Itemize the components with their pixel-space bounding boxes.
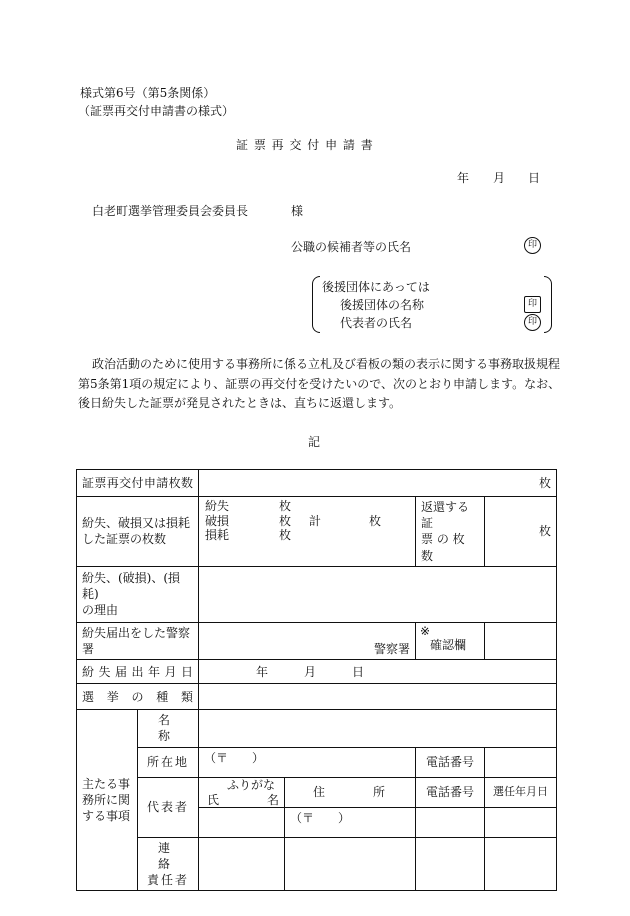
contact-person-label <box>138 837 199 891</box>
reissue-count-field[interactable] <box>199 470 557 497</box>
asterisk-mark: ※ <box>420 623 431 638</box>
address-label-char: 住 <box>313 784 326 799</box>
right-bracket <box>544 276 552 333</box>
table-row <box>77 566 557 622</box>
phone-label: 電話番号 <box>416 747 485 777</box>
election-type-field[interactable] <box>199 684 557 710</box>
page-title: 証 票 再 交 付 申 請 書 <box>236 138 374 152</box>
furigana-name-label <box>199 777 285 807</box>
contact-name-field[interactable] <box>199 837 285 891</box>
furigana-label: ふりがな <box>227 777 276 792</box>
contact-extra-field[interactable] <box>485 837 557 891</box>
office-name-field[interactable] <box>199 710 557 747</box>
police-station-suffix: 警察署 <box>374 641 411 656</box>
return-count-label-line: 票 の 枚 数 <box>421 532 465 563</box>
police-label <box>77 622 199 659</box>
election-type-label: 選 挙 の 種 類 <box>77 684 199 710</box>
support-group-note: 後援団体にあっては <box>322 280 430 294</box>
address-label-char: 所 <box>373 784 386 799</box>
date-month: 月 <box>493 171 506 185</box>
report-date-label: 紛失届出年月日 <box>77 660 199 684</box>
date-year: 年 <box>256 665 269 680</box>
confirmation-label <box>416 622 485 659</box>
addressee: 白老町選挙管理委員会委員長 <box>92 204 249 218</box>
shimei-label: 名 <box>267 792 280 807</box>
seal-icon: 印 <box>524 296 541 313</box>
reason-label-line: 紛失、(破損)、(損耗) <box>82 570 181 602</box>
date-year: 年 <box>457 171 470 185</box>
unit-label: 枚 <box>369 514 382 528</box>
table-row <box>77 497 557 567</box>
return-count-field[interactable] <box>485 497 557 567</box>
postal-mark: （〒 ） <box>204 750 265 765</box>
postal-mark: （〒 ） <box>290 810 351 825</box>
shimei-label: 氏 <box>207 792 220 807</box>
police-station-field[interactable] <box>199 622 416 659</box>
form-subtitle: （証票再交付申請書の様式） <box>78 104 235 118</box>
unit-label: 枚 <box>279 528 292 542</box>
date-day: 日 <box>352 665 365 680</box>
office-matters-line: 主たる事 <box>82 776 131 791</box>
support-group-name-label: 後援団体の名称 <box>340 298 425 312</box>
unit-label: 枚 <box>279 514 292 528</box>
location-field[interactable] <box>199 747 416 777</box>
table-row <box>77 747 557 777</box>
phone-field[interactable] <box>485 747 557 777</box>
contact-address-field[interactable] <box>285 837 416 891</box>
body-text-line-1: 政治活動のために使用する事務所に係る立札及び看板の類の表示に関する事務取扱規程 <box>92 357 561 371</box>
representative-name-label: 代表者の氏名 <box>340 316 413 330</box>
unit-label: 枚 <box>539 524 552 539</box>
seal-icon: 印 <box>524 237 541 254</box>
table-row <box>77 684 557 710</box>
date-day: 日 <box>528 171 541 185</box>
table-row <box>77 660 557 684</box>
date-month: 月 <box>304 665 317 680</box>
reason-field[interactable] <box>199 566 557 622</box>
phone-label: 電話番号 <box>416 777 485 807</box>
seal-icon: 印 <box>524 314 541 331</box>
application-table <box>76 469 557 891</box>
table-row <box>77 777 557 807</box>
return-count-label-line: 返還する証 <box>421 500 470 531</box>
reissue-count-label: 証票再交付申請枚数 <box>77 470 199 497</box>
return-count-label <box>416 497 485 567</box>
table-row <box>77 470 557 497</box>
lost-count-label-line: 紛失、破損又は損耗 <box>82 516 191 531</box>
confirmation-text: 確認欄 <box>430 637 467 652</box>
lost-count-label <box>77 497 199 567</box>
form-number: 様式第6号（第5条関係） <box>80 86 216 100</box>
table-row <box>77 622 557 659</box>
table-row <box>77 710 557 747</box>
contact-person-line: 連 絡 <box>158 840 179 871</box>
total-label: 計 <box>309 514 322 528</box>
body-text-line-2: 第5条第1項の規定により、証票の再交付を受けたいので、次のとおり申請します。なお、 <box>78 377 561 391</box>
office-matters-line: 務所に関 <box>82 793 131 807</box>
representative-phone-field[interactable] <box>416 807 485 837</box>
contact-person-line: 責任者 <box>147 872 190 887</box>
confirmation-field[interactable] <box>485 622 557 659</box>
body-text-line-3: 後日紛失した証票が発見されたときは、直ちに返還します。 <box>78 396 402 410</box>
contact-phone-field[interactable] <box>416 837 485 891</box>
address-label <box>285 777 416 807</box>
honorific: 様 <box>291 204 304 218</box>
police-label-line: 紛失届出をした警察 <box>82 625 191 640</box>
lost-count-field[interactable] <box>199 497 416 567</box>
table-row <box>77 837 557 891</box>
office-name-label: 名 称 <box>138 710 199 747</box>
police-label-line: 署 <box>82 641 95 656</box>
representative-label: 代表者 <box>138 777 199 837</box>
left-bracket <box>312 276 320 333</box>
report-date-field[interactable] <box>199 660 557 684</box>
representative-address-field[interactable] <box>285 807 416 837</box>
unit-label: 枚 <box>539 475 552 490</box>
ki-heading: 記 <box>308 435 321 449</box>
candidate-name-label: 公職の候補者等の氏名 <box>291 240 412 254</box>
office-matters-label <box>77 710 138 891</box>
appointment-date-label: 選任年月日 <box>485 777 557 807</box>
reason-label <box>77 566 199 622</box>
damaged-label: 破損 <box>205 514 230 528</box>
worn-label: 損耗 <box>205 528 230 542</box>
lost-count-label-line: した証票の枚数 <box>82 532 167 547</box>
office-matters-line: する事項 <box>82 809 131 824</box>
reason-label-line: の理由 <box>82 603 119 618</box>
location-label: 所在地 <box>138 747 199 777</box>
lost-label: 紛失 <box>205 499 230 513</box>
appointment-date-field[interactable] <box>485 807 557 837</box>
representative-name-field[interactable] <box>199 807 285 837</box>
unit-label: 枚 <box>279 499 292 513</box>
